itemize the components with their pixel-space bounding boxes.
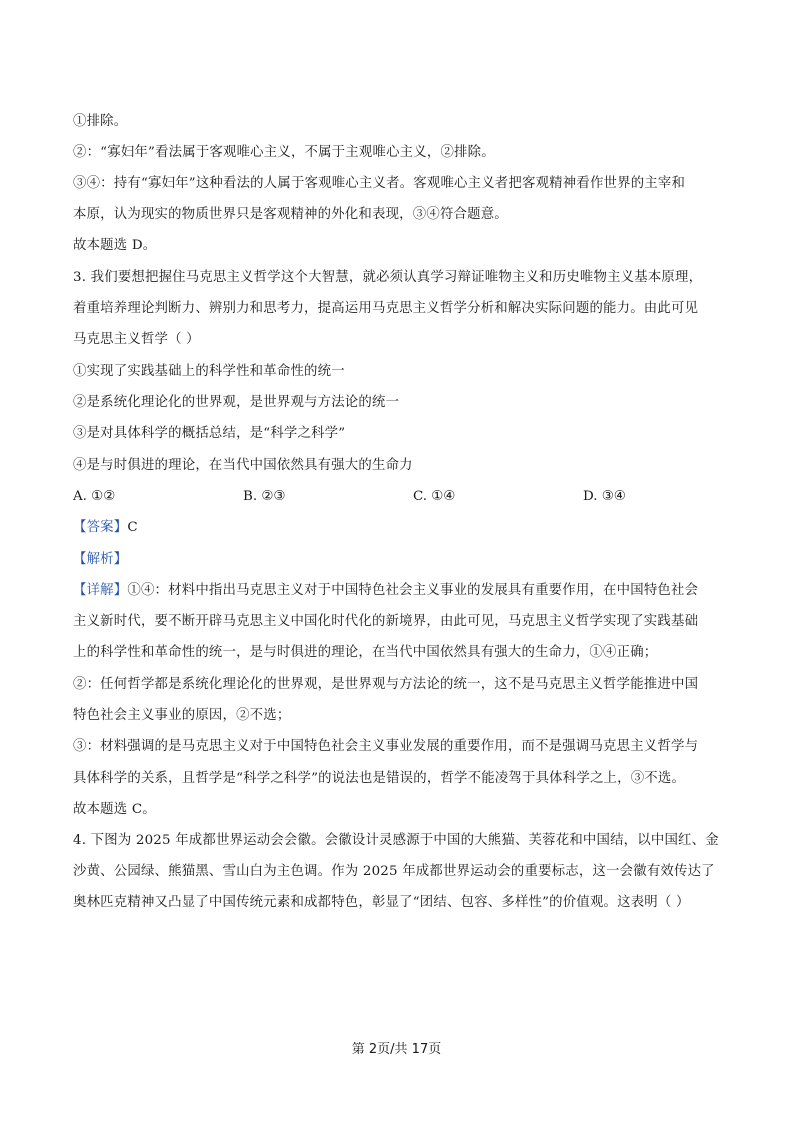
text-line: ②：“寡妇年”看法属于客观唯心主义，不属于主观唯心主义，②排除。	[73, 145, 495, 160]
statement-1: ①实现了实践基础上的科学性和革命性的统一	[73, 364, 345, 379]
text-line: ③：材料强调的是马克思主义对于中国特色社会主义事业发展的重要作用，而不是强调马克思主义哲学与	[73, 739, 699, 754]
detail-label: 【详解】	[73, 583, 128, 598]
text-line: ①排除。	[73, 114, 128, 129]
statement-4: ④是与时俱进的理论，在当代中国依然具有强大的生命力	[73, 458, 413, 473]
page-footer: 第 2页/共 17页	[351, 1042, 442, 1057]
text-line: 故本题选 D。	[73, 238, 157, 253]
detail-line	[73, 581, 698, 601]
analysis-label: 【解析】	[73, 552, 128, 567]
text-line: 奥林匹克精神又凸显了中国传统元素和成都特色，彰显了“团结、包容、多样性”的价值观。这表明（ ）	[73, 895, 690, 910]
statement-2: ②是系统化理论化的世界观，是世界观与方法论的统一	[73, 395, 400, 410]
answer-line	[73, 518, 138, 538]
text-line: 上的科学性和革命性的统一，是与时俱进的理论，在当代中国依然具有强大的生命力，①④正确；	[73, 645, 658, 660]
detail-text: ①④：材料中指出马克思主义对于中国特色社会主义事业的发展具有重要作用，在中国特色社会	[127, 583, 699, 598]
answer-label: 【答案】	[73, 520, 128, 535]
text-line: 主义新时代，要不断开辟马克思主义中国化时代化的新境界，由此可见，马克思主义哲学实现了实践基础	[73, 614, 699, 629]
text-line: ②：任何哲学都是系统化理论化的世界观，是世界观与方法论的统一，这不是马克思主义哲学能推进中国	[73, 677, 699, 692]
answer-value: C	[127, 520, 138, 535]
text-line: 特色社会主义事业的原因，②不选；	[73, 708, 291, 723]
text-line: 着重培养理论判断力、辨别力和思考力，提高运用马克思主义哲学分析和解决实际问题的能力。由此可见	[73, 301, 699, 316]
text-line: ③④：持有“寡妇年”这种看法的人属于客观唯心主义者。客观唯心主义者把客观精神看作世界的主宰和	[73, 176, 686, 191]
answer-options	[73, 487, 733, 509]
question-3-text: 3. 我们要想把握住马克思主义哲学这个大智慧，就必须认真学习辩证唯物主义和历史唯物主义基本原理，	[73, 270, 703, 285]
question-4-text: 4. 下图为 2025 年成都世界运动会会徽。会徽设计灵感源于中国的大熊猫、芙蓉花和中国结，以中国红、金	[73, 833, 719, 848]
text-line: 具体科学的关系，且哲学是“科学之科学”的说法也是错误的，哲学不能凌驾于具体科学之上，③不选。	[73, 771, 686, 786]
option-a: A. ①②	[73, 489, 116, 504]
option-d: D. ③④	[583, 489, 626, 504]
analysis-line	[73, 550, 127, 570]
text-line: 马克思主义哲学（ ）	[73, 332, 200, 347]
option-b: B. ②③	[243, 489, 286, 504]
statement-3: ③是对具体科学的概括总结，是“科学之科学”	[73, 426, 346, 441]
text-line: 故本题选 C。	[73, 802, 156, 817]
text-line: 沙黄、公园绿、熊猫黑、雪山白为主色调。作为 2025 年成都世界运动会的重要标志，这一会徽有效传达了	[73, 864, 715, 879]
option-c: C. ①④	[413, 489, 456, 504]
text-line: 本原，认为现实的物质世界只是客观精神的外化和表现，③④符合题意。	[73, 207, 508, 222]
